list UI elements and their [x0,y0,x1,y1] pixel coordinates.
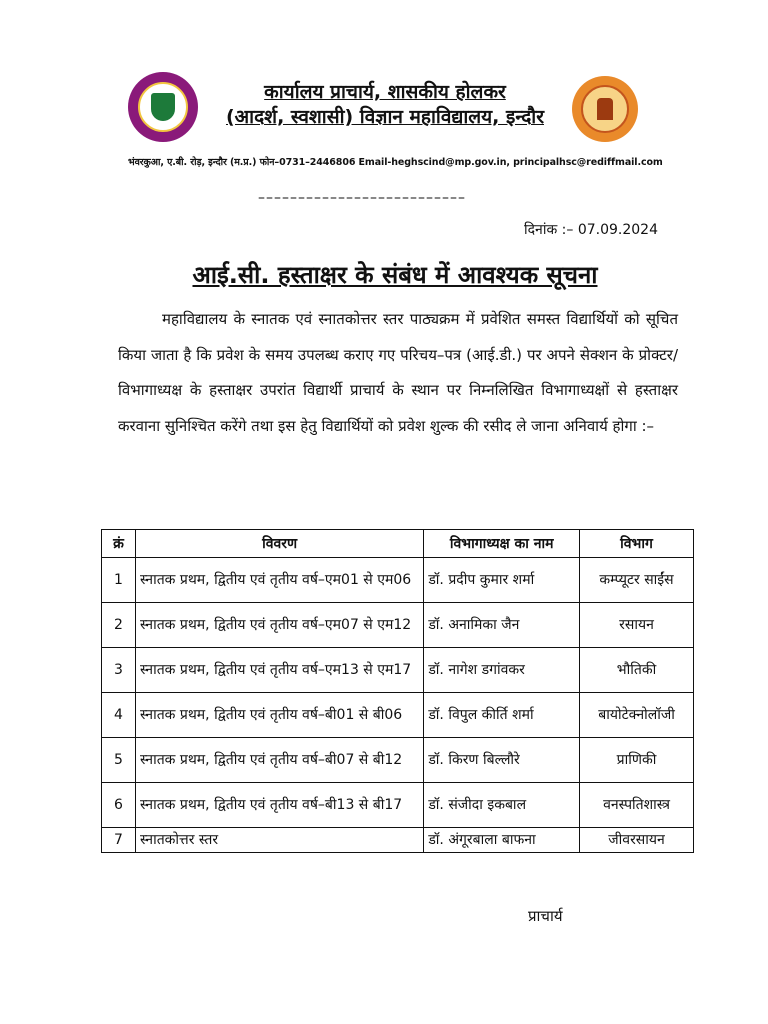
col-header-hod-name: विभागाध्यक्ष का नाम [424,530,580,558]
row-department: वनस्पतिशास्त्र [580,783,694,828]
row-serial: 7 [102,828,136,853]
col-header-serial: क्रं [102,530,136,558]
office-title-line1: कार्यालय प्राचार्य, शासकीय होलकर [264,81,506,103]
col-header-detail: विवरण [135,530,423,558]
table-row [102,603,694,648]
row-department: जीवरसायन [580,828,694,853]
table-row [102,783,694,828]
row-serial: 1 [102,558,136,603]
office-title [205,80,565,130]
row-hod-name: डॉ. अंगूरबाला बाफना [424,828,580,853]
row-hod-name: डॉ. अनामिका जैन [424,603,580,648]
table-row [102,738,694,783]
row-hod-name: डॉ. किरण बिल्लौरे [424,738,580,783]
row-detail: स्नातक प्रथम, द्वितीय एवं तृतीय वर्ष–एम01 से एम06 [135,558,423,603]
row-detail: स्नातक प्रथम, द्वितीय एवं तृतीय वर्ष–बी13 से बी17 [135,783,423,828]
notice-heading: आई.सी. हस्ताक्षर के संबंध में आवश्यक सूचना [192,261,598,289]
row-serial: 2 [102,603,136,648]
table-header-row [102,530,694,558]
college-logo [128,72,198,142]
office-title-line2: (आदर्श, स्वशासी) विज्ञान महाविद्यालय, इन्दौर [225,106,544,128]
row-hod-name: डॉ. संजीदा इकबाल [424,783,580,828]
separator-line: –––––––––––––––––––––––––– [258,190,466,206]
hod-table [101,529,694,853]
row-department: रसायन [580,603,694,648]
date-line: दिनांक :– 07.09.2024 [524,222,658,238]
row-department: कम्प्यूटर साईंस [580,558,694,603]
row-serial: 3 [102,648,136,693]
row-hod-name: डॉ. नागेश डगांवकर [424,648,580,693]
row-serial: 5 [102,738,136,783]
government-emblem-logo [572,76,638,142]
row-hod-name: डॉ. प्रदीप कुमार शर्मा [424,558,580,603]
row-serial: 4 [102,693,136,738]
row-serial: 6 [102,783,136,828]
row-department: भौतिकी [580,648,694,693]
row-hod-name: डॉ. विपुल कीर्ति शर्मा [424,693,580,738]
row-detail: स्नातक प्रथम, द्वितीय एवं तृतीय वर्ष–बी01 से बी06 [135,693,423,738]
table-row [102,693,694,738]
row-detail: स्नातक प्रथम, द्वितीय एवं तृतीय वर्ष–बी07 से बी12 [135,738,423,783]
table-row [102,648,694,693]
row-detail: स्नातक प्रथम, द्वितीय एवं तृतीय वर्ष–एम07 से एम12 [135,603,423,648]
row-detail: स्नातकोत्तर स्तर [135,828,423,853]
table-row [102,558,694,603]
principal-signature: प्राचार्य [528,907,563,925]
row-detail: स्नातक प्रथम, द्वितीय एवं तृतीय वर्ष–एम13 से एम17 [135,648,423,693]
contact-line: भंवरकुआ, ए.बी. रोड़, इन्दौर (म.प्र.) फोन–0731–2446806 Email-heghscind@mp.gov.in, principalhsc@rediffmail.com [128,157,663,168]
col-header-department: विभाग [580,530,694,558]
table-row [102,828,694,853]
notice-body: महाविद्यालय के स्नातक एवं स्नातकोत्तर स्तर पाठ्यक्रम में प्रवेशित समस्त विद्यार्थियों को सूचित किया जाता है कि प्रवेश के समय उपलब्ध कराए गए परिचय–पत्र (आई.डी.) पर अपने सेक्शन के प्रोक्टर/विभागाध्यक्ष के हस्ताक्षर उपरांत विद्यार्थी प्राचार्य के स्थान पर निम्नलिखित विभागाध्यक्षों से हस्ताक्षर करवाना सुनिश्चित करेंगे तथा इस हेतु विद्यार्थियों को प्रवेश शुल्क की रसीद ले जाना अनिवार्य होगा :– [118,310,678,435]
row-department: बायोटेक्नोलॉजी [580,693,694,738]
row-department: प्राणिकी [580,738,694,783]
